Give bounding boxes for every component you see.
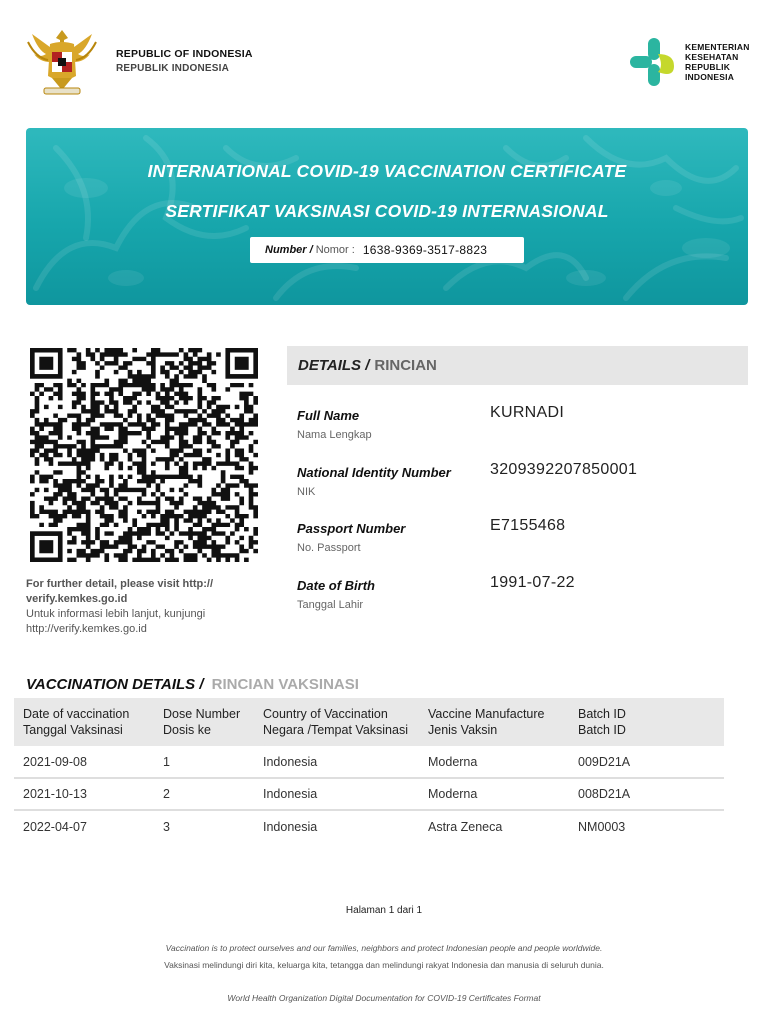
column-header-id: Tanggal Vaksinasi xyxy=(23,723,123,737)
vaccination-heading-id: RINCIAN VAKSINASI xyxy=(211,676,359,693)
verification-info-id: Untuk informasi lebih lanjut, kunjungi http://verify.kemkes.go.id xyxy=(26,608,206,635)
table-cell: Astra Zeneca xyxy=(428,819,503,834)
column-header xyxy=(419,698,569,746)
field-national-identity-number xyxy=(297,461,747,498)
ministry-line: KESEHATAN xyxy=(685,52,739,62)
field-label-id: NIK xyxy=(297,486,316,498)
table-cell: 2022-04-07 xyxy=(23,819,87,834)
details-heading xyxy=(287,346,748,385)
ministry-line: REPUBLIK xyxy=(685,62,731,72)
table-row xyxy=(14,810,724,842)
vaccination-table xyxy=(14,698,724,842)
column-header-id: Dosis ke xyxy=(163,723,211,737)
column-header xyxy=(254,698,419,746)
ministry-of-health-logo-icon xyxy=(628,36,678,88)
vaccination-heading xyxy=(26,676,359,693)
footer-message-en: Vaccination is to protect ourselves and our families, neighbors and protect Indonesian people and people worldwide. xyxy=(165,943,603,953)
column-header-id: Negara /Tempat Vaksinasi xyxy=(263,723,408,737)
field-label-en: Date of Birth xyxy=(297,578,375,593)
field-value: KURNADI xyxy=(490,404,565,421)
document-header xyxy=(0,0,768,110)
table-row xyxy=(14,778,724,810)
certificate-title-en: INTERNATIONAL COVID-19 VACCINATION CERTIFICATE xyxy=(147,161,627,181)
table-cell: 2021-09-08 xyxy=(14,746,154,778)
field-label-id: Nama Lengkap xyxy=(297,429,372,441)
certificate-number-box xyxy=(250,237,524,263)
field-value: 1991-07-22 xyxy=(490,574,575,591)
qr-code-icon xyxy=(30,348,258,562)
certificate-number-label-id: Nomor : xyxy=(315,244,355,256)
table-cell: 009D21A xyxy=(569,746,724,778)
field-label-en: Full Name xyxy=(297,408,360,423)
table-row xyxy=(14,746,724,778)
ministry-line: INDONESIA xyxy=(685,72,735,82)
table-cell: 1 xyxy=(154,746,254,778)
column-header-en: Batch ID xyxy=(578,707,626,721)
garuda-pancasila-emblem-icon xyxy=(24,24,100,100)
republic-title-en: REPUBLIC OF INDONESIA xyxy=(116,48,253,60)
table-header-row xyxy=(14,698,724,746)
republic-title xyxy=(116,48,253,74)
certificate-number-value: 1638-9369-3517-8823 xyxy=(362,243,488,257)
table-cell: Moderna xyxy=(419,778,569,810)
field-passport-number xyxy=(297,517,747,554)
certificate-number-label-en: Number / xyxy=(265,244,313,256)
table-cell: Indonesia xyxy=(263,819,318,834)
field-value: E7155468 xyxy=(490,517,566,534)
field-label-en: National Identity Number xyxy=(297,465,451,480)
table-cell: 008D21A xyxy=(569,778,724,810)
vaccination-heading-en: VACCINATION DETAILS / xyxy=(26,676,204,693)
ministry-line: KEMENTERIAN xyxy=(685,42,750,52)
table-cell: 3 xyxy=(163,819,170,834)
certificate-banner xyxy=(26,128,748,305)
column-header xyxy=(14,698,154,746)
column-header-en: Vaccine Manufacture xyxy=(428,707,545,721)
footer-message-id: Vaksinasi melindungi diri kita, keluarga kita, tetangga dan melindungi rakyat Indonesia dan manusia di seluruh dunia. xyxy=(164,960,604,970)
table-cell: NM0003 xyxy=(578,819,626,834)
column-header-en: Country of Vaccination xyxy=(263,707,388,721)
column-header-en: Date of vaccination xyxy=(23,707,130,721)
field-label-en: Passport Number xyxy=(297,521,406,536)
field-full-name xyxy=(297,404,747,441)
details-heading-id: RINCIAN xyxy=(374,357,437,374)
certificate-title-id: SERTIFIKAT VAKSINASI COVID-19 INTERNASIONAL xyxy=(165,201,609,221)
verification-info-en: For further detail, please visit http:// verify.kemkes.go.id xyxy=(26,578,214,605)
field-label-id: No. Passport xyxy=(297,542,361,554)
footer-who-note: World Health Organization Digital Documentation for COVID-19 Certificates Format xyxy=(227,993,541,1003)
table-cell: 2 xyxy=(154,778,254,810)
ministry-of-health-name xyxy=(685,42,750,82)
column-header-en: Dose Number xyxy=(163,707,241,721)
table-cell: Indonesia xyxy=(254,746,419,778)
republic-title-id: REPUBLIK INDONESIA xyxy=(116,63,230,74)
field-value: 3209392207850001 xyxy=(490,461,638,478)
field-label-id: Tanggal Lahir xyxy=(297,599,364,611)
column-header-id: Jenis Vaksin xyxy=(428,723,498,737)
page-number: Halaman 1 dari 1 xyxy=(345,905,423,916)
column-header-id: Batch ID xyxy=(578,723,626,737)
table-cell: 2021-10-13 xyxy=(14,778,154,810)
field-date-of-birth xyxy=(297,574,747,611)
column-header xyxy=(569,698,724,746)
table-cell: Moderna xyxy=(419,746,569,778)
details-heading-en: DETAILS / xyxy=(298,357,370,374)
column-header xyxy=(154,698,254,746)
verification-info xyxy=(26,577,266,637)
table-cell: Indonesia xyxy=(254,778,419,810)
